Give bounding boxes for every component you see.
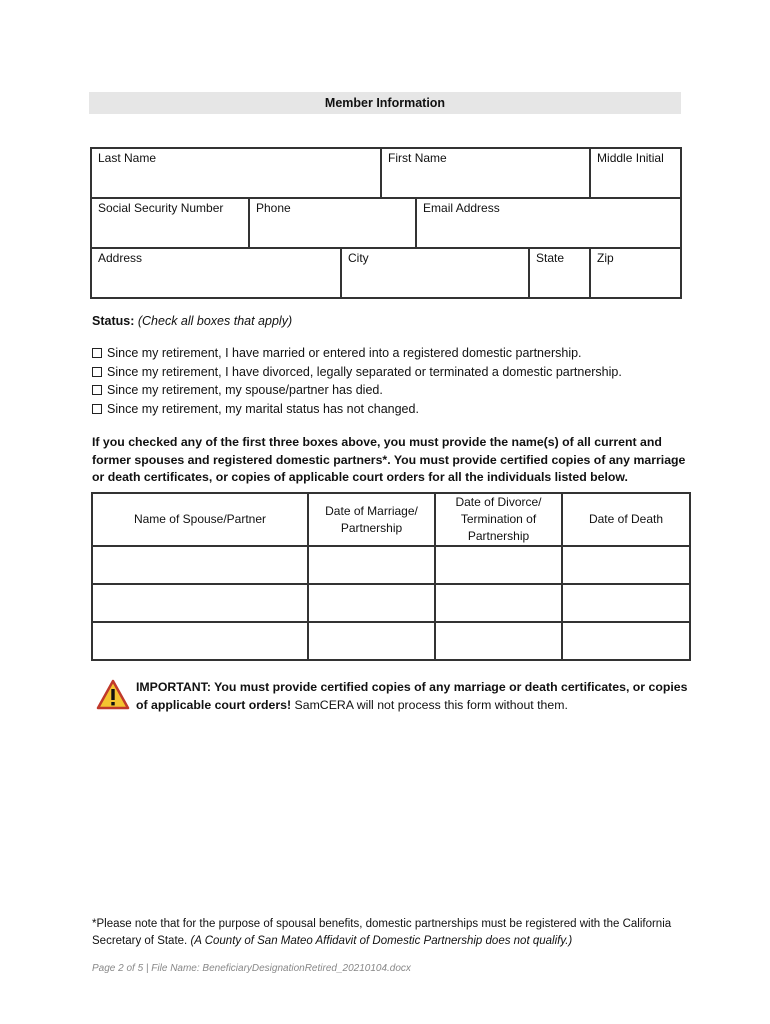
status-option[interactable]: [92, 363, 622, 382]
first-name-label: First Name: [388, 151, 447, 165]
city-label: City: [348, 251, 369, 265]
important-bold-text: IMPORTANT: You must provide certified copies of any marriage or death certificates, or copies of applicable court orders!: [136, 680, 688, 712]
status-option[interactable]: [92, 400, 622, 419]
table-cell[interactable]: [92, 546, 308, 584]
important-text: [136, 678, 696, 714]
important-normal-text: SamCERA will not process this form without them.: [291, 698, 568, 712]
checkbox[interactable]: [92, 404, 102, 414]
footnote-italic: (A County of San Mateo Affidavit of Domestic Partnership does not qualify.): [190, 935, 573, 947]
status-option[interactable]: [92, 344, 622, 363]
page-footer: Page 2 of 5 | File Name: BeneficiaryDesignationRetired_20210104.docx: [92, 963, 411, 974]
warning-icon: [96, 678, 130, 712]
status-heading: [92, 314, 292, 328]
status-option-label: Since my retirement, my marital status has not changed.: [107, 401, 419, 416]
phone-field[interactable]: [249, 198, 416, 248]
last-name-label: Last Name: [98, 151, 157, 165]
checkbox[interactable]: [92, 385, 102, 395]
table-cell[interactable]: [435, 584, 562, 622]
address-label: Address: [98, 251, 143, 265]
status-option[interactable]: [92, 381, 622, 400]
divorce-date-header: Date of Divorce/ Termination of Partnership: [435, 493, 562, 546]
table-cell[interactable]: [562, 546, 690, 584]
status-option-label: Since my retirement, I have divorced, legally separated or terminated a domestic partnership.: [107, 364, 622, 379]
state-label: State: [536, 251, 565, 265]
checkbox[interactable]: [92, 348, 102, 358]
state-field[interactable]: [529, 248, 590, 298]
ssn-label: Social Security Number: [98, 201, 224, 215]
footnote-text: *Please note that for the purpose of spousal benefits, domestic partnerships must be registered with the California Secretary of State.: [92, 918, 672, 947]
ssn-field[interactable]: [91, 198, 249, 248]
table-cell[interactable]: [308, 546, 435, 584]
table-cell[interactable]: [92, 584, 308, 622]
table-cell[interactable]: [92, 622, 308, 660]
table-cell[interactable]: [308, 622, 435, 660]
zip-field[interactable]: [590, 248, 681, 298]
status-hint: (Check all boxes that apply): [137, 314, 293, 328]
death-date-header: Date of Death: [562, 493, 690, 546]
phone-label: Phone: [256, 201, 291, 215]
marriage-date-header: Date of Marriage/ Partnership: [308, 493, 435, 546]
table-row: [92, 584, 690, 622]
member-info-table: [90, 147, 682, 299]
middle-initial-label: Middle Initial: [597, 151, 664, 165]
city-field[interactable]: [341, 248, 529, 298]
table-cell[interactable]: [308, 584, 435, 622]
checkbox[interactable]: [92, 367, 102, 377]
first-name-field[interactable]: [381, 148, 590, 198]
table-cell[interactable]: [562, 584, 690, 622]
table-cell[interactable]: [435, 622, 562, 660]
email-field[interactable]: [416, 198, 681, 248]
status-label: Status:: [92, 314, 135, 328]
spouse-table: [91, 492, 691, 661]
footnote: [92, 916, 692, 950]
middle-initial-field[interactable]: [590, 148, 681, 198]
email-label: Email Address: [423, 201, 500, 215]
table-row: [92, 546, 690, 584]
table-cell[interactable]: [435, 546, 562, 584]
table-cell[interactable]: [562, 622, 690, 660]
status-checklist: [92, 344, 622, 418]
section-title: Member Information: [89, 92, 681, 114]
address-field[interactable]: [91, 248, 341, 298]
instructions-text: If you checked any of the first three boxes above, you must provide the name(s) of all current and former spouses and registered domestic partners*. You must provide certified copies of any marriage or death certificates, or copies of applicable court orders for all the individuals listed below.: [92, 435, 686, 484]
status-option-label: Since my retirement, my spouse/partner has died.: [107, 383, 383, 397]
status-option-label: Since my retirement, I have married or entered into a registered domestic partnership.: [107, 346, 582, 360]
zip-label: Zip: [597, 251, 614, 265]
last-name-field[interactable]: [91, 148, 381, 198]
important-notice: [96, 678, 696, 714]
table-row: [92, 622, 690, 660]
spouse-name-header: Name of Spouse/Partner: [92, 493, 308, 546]
